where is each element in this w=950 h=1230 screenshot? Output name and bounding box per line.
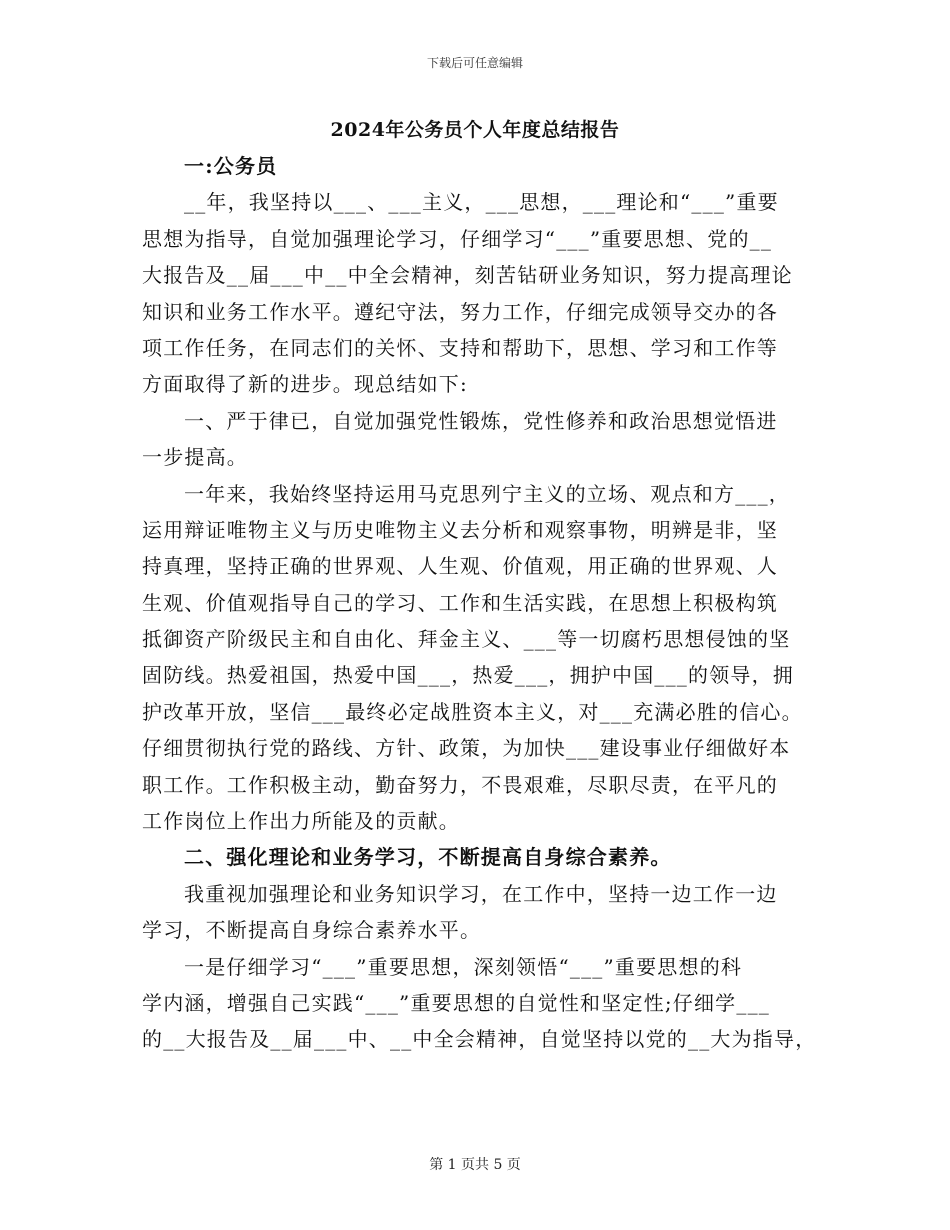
document-body	[142, 148, 817, 1058]
paragraph-line: 职工作。工作积极主动，勤奋努力，不畏艰难，尽职尽责，在平凡的	[142, 772, 778, 797]
paragraph-line: 仔细贯彻执行党的路线、方针、政策，为加快___建设事业仔细做好本	[142, 736, 791, 761]
paragraph-line: 思想为指导，自觉加强理论学习，仔细学习“___”重要思想、党的__	[142, 226, 773, 251]
page-number: 第 1 页共 5 页	[429, 1157, 521, 1173]
paragraph-line: 方面取得了新的进步。现总结如下:	[142, 372, 468, 397]
paragraph-line: 工作岗位上作出力所能及的贡献。	[142, 809, 460, 834]
paragraph-line: 大报告及__届___中__中全会精神，刻苦钻研业务知识，努力提高理论	[142, 263, 793, 288]
paragraph-line: 固防线。热爱祖国，热爱中国___，热爱___，拥护中国___的领导，拥	[142, 663, 794, 688]
paragraph-line: 生观、价值观指导自己的学习、工作和生活实践，在思想上积极构筑	[142, 590, 778, 615]
paragraph-line: __年，我坚持以___、___主义，___思想，___理论和“___”重要	[184, 190, 779, 215]
paragraph-line: 项工作任务，在同志们的关怀、支持和帮助下，思想、学习和工作等	[142, 335, 778, 360]
paragraph-line: 我重视加强理论和业务知识学习，在工作中，坚持一边工作一边	[184, 881, 778, 906]
paragraph-line: 抵御资产阶级民主和自由化、拜金主义、___等一切腐朽思想侵蚀的坚	[142, 627, 791, 652]
paragraph-line: 学内涵，增强自己实践“___”重要思想的自觉性和坚定性;仔细学___	[142, 990, 770, 1015]
paragraph-line: 一、严于律已，自觉加强党性锻炼，党性修养和政治思想觉悟进	[184, 408, 778, 433]
paragraph-line: 护改革开放，坚信___最终必定战胜资本主义，对___充满必胜的信心。	[142, 699, 803, 724]
paragraph-line: 一年来，我始终坚持运用马克思列宁主义的立场、观点和方___，	[184, 481, 790, 506]
paragraph-line: 运用辩证唯物主义与历史唯物主义去分析和观察事物，明辨是非，坚	[142, 517, 778, 542]
section-heading: 一:公务员	[184, 154, 278, 178]
document-title: 2024年公务员个人年度总结报告	[330, 119, 620, 141]
paragraph-line: 持真理，坚持正确的世界观、人生观、价值观，用正确的世界观、人	[142, 554, 778, 579]
paragraph-line: 学习，不断提高自身综合素养水平。	[142, 918, 482, 943]
paragraph-line: 的__大报告及__届___中、__中全会精神，自觉坚持以党的__大为指导，	[142, 1027, 817, 1052]
paragraph-line: 一步提高。	[142, 445, 248, 470]
section-heading: 二、强化理论和业务学习，不断提高自身综合素养。	[184, 845, 672, 870]
paragraph-line: 一是仔细学习“___”重要思想，深刻领悟“___”重要思想的科	[184, 954, 743, 979]
paragraph-line: 知识和业务工作水平。遵纪守法，努力工作，仔细完成领导交办的各	[142, 299, 778, 324]
header-note: 下载后可任意编辑	[426, 56, 523, 70]
